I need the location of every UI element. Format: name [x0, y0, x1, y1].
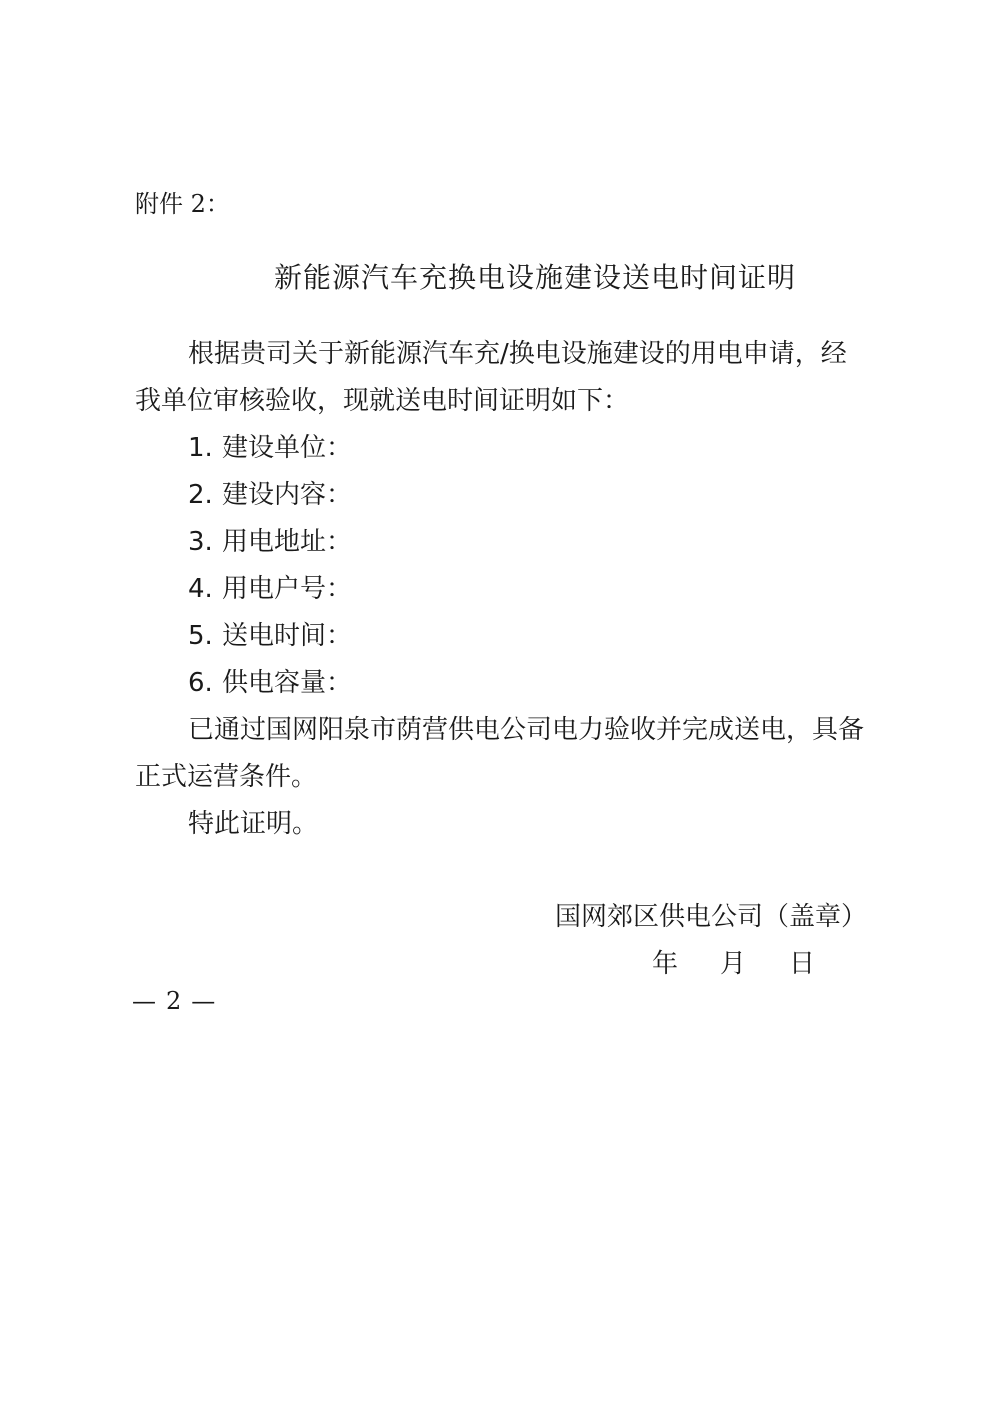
page-number: 2: [166, 987, 182, 1015]
list-item-number: 4.: [188, 574, 213, 604]
list-item: [188, 665, 352, 701]
list-item: [188, 430, 352, 466]
footer-dash-left: —: [132, 987, 156, 1015]
list-item-number: 6.: [188, 668, 213, 698]
intro-line-2: 我单位审核验收，现就送电时间证明如下：: [135, 386, 630, 416]
attachment-label: 附件 2：: [135, 190, 230, 218]
list-item-number: 2.: [188, 480, 213, 510]
list-item: [188, 524, 352, 560]
intro-line-1: 根据贵司关于新能源汽车充/换电设施建设的用电申请，经: [188, 339, 847, 369]
list-item: [188, 618, 352, 654]
signature-line: 国网郊区供电公司（盖章）: [555, 902, 868, 932]
footer-dash-right: —: [191, 987, 216, 1015]
list-item-label: 建设内容：: [222, 480, 353, 510]
list-item-number: 3.: [188, 527, 213, 557]
list-item-label: 送电时间：: [222, 621, 353, 651]
document-title: 新能源汽车充换电设施建设送电时间证明: [273, 261, 796, 294]
list-item-number: 5.: [188, 621, 213, 651]
list-item-label: 用电户号：: [222, 574, 353, 604]
list-item: [188, 477, 352, 513]
list-item-label: 供电容量：: [222, 668, 353, 698]
date-day: 日: [789, 949, 816, 979]
closing-statement: 特此证明。: [188, 809, 319, 839]
list-item-label: 建设单位：: [222, 433, 353, 463]
list-item: [188, 571, 352, 607]
date-year: 年: [652, 949, 679, 979]
date-month: 月: [720, 949, 747, 979]
conclusion-line-2: 正式运营条件。: [135, 762, 318, 792]
page-footer: [132, 985, 215, 1017]
list-item-number: 1.: [188, 433, 213, 463]
list-item-label: 用电地址：: [222, 527, 353, 557]
conclusion-line-1: 已通过国网阳泉市荫营供电公司电力验收并完成送电，具备: [188, 715, 865, 745]
